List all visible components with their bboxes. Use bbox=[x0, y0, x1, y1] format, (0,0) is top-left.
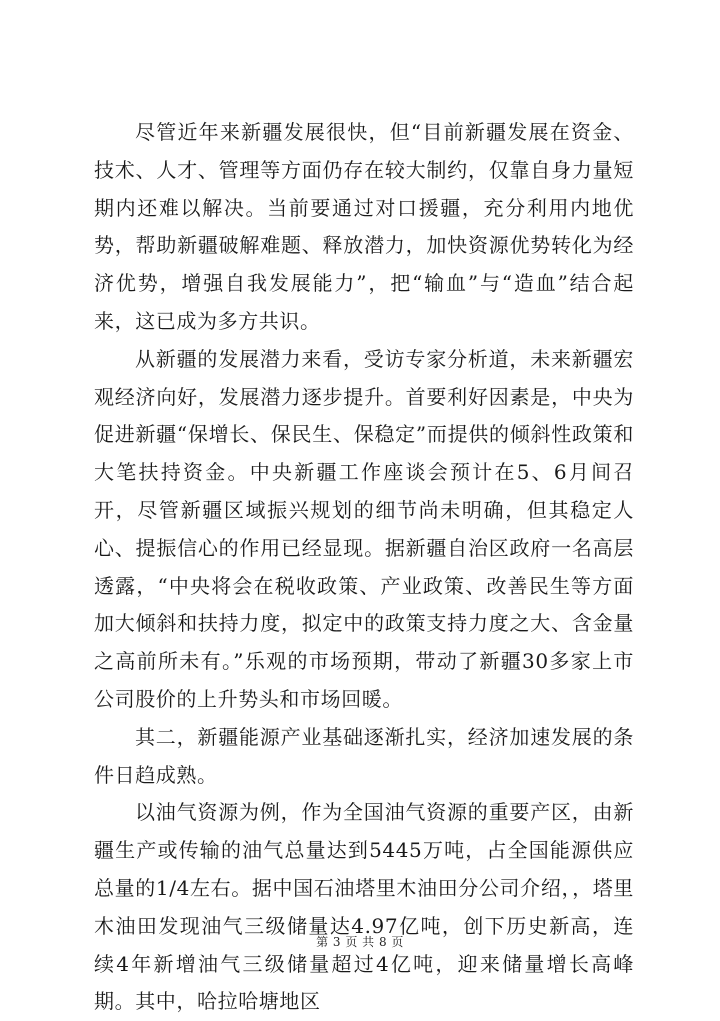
paragraph-oil-gas-resources: 以油气资源为例，作为全国油气资源的重要产区，由新疆生产或传输的油气总量达到5445万吨，占全国能源供应总量的1/4左右。据中国石油塔里木油田分公司介绍，，塔里木油田发现油气三级储量达4.97亿吨，创下历史新高，连续4年新增油气三级储量超过4亿吨，迎来储量增长高峰期。其中，哈拉哈塘地区 bbox=[94, 800, 634, 1014]
paragraph-development-potential: 从新疆的发展潜力来看，受访专家分析道，未来新疆宏观经济向好，发展潜力逐步提升。首要利好因素是，中央为促进新疆“保增长、保民生、保稳定”而提供的倾斜性政策和大笔扶持资金。中央新疆工作座谈会预计在5、6月间召开，尽管新疆区域振兴规划的细节尚未明确，但其稳定人心、提振信心的作用已经显现。据新疆自治区政府一名高层透露，“中央将会在税收政策、产业政策、改善民生等方面加大倾斜和扶持力度，拟定中的政策支持力度之大、含金量之高前所未有。”乐观的市场预期，带动了新疆30多家上市公司股价的上升势头和市场回暖。 bbox=[94, 346, 634, 711]
document-body bbox=[94, 114, 634, 1021]
paragraph-aid-xinjiang: 尽管近年来新疆发展很快，但“目前新疆发展在资金、技术、人才、管理等方面仍存在较大制约，仅靠自身力量短期内还难以解决。当前要通过对口援疆，充分利用内地优势，帮助新疆破解难题、释放潜力，加快资源优势转化为经济优势，增强自我发展能力”，把“输血”与“造血”结合起来，这已成为多方共识。 bbox=[94, 120, 634, 333]
page-number-footer: 第 3 页 共 8 页 bbox=[316, 935, 404, 949]
paragraph-energy-industry: 其二，新疆能源产业基础逐渐扎实，经济加速发展的条件日趋成熟。 bbox=[94, 724, 634, 787]
